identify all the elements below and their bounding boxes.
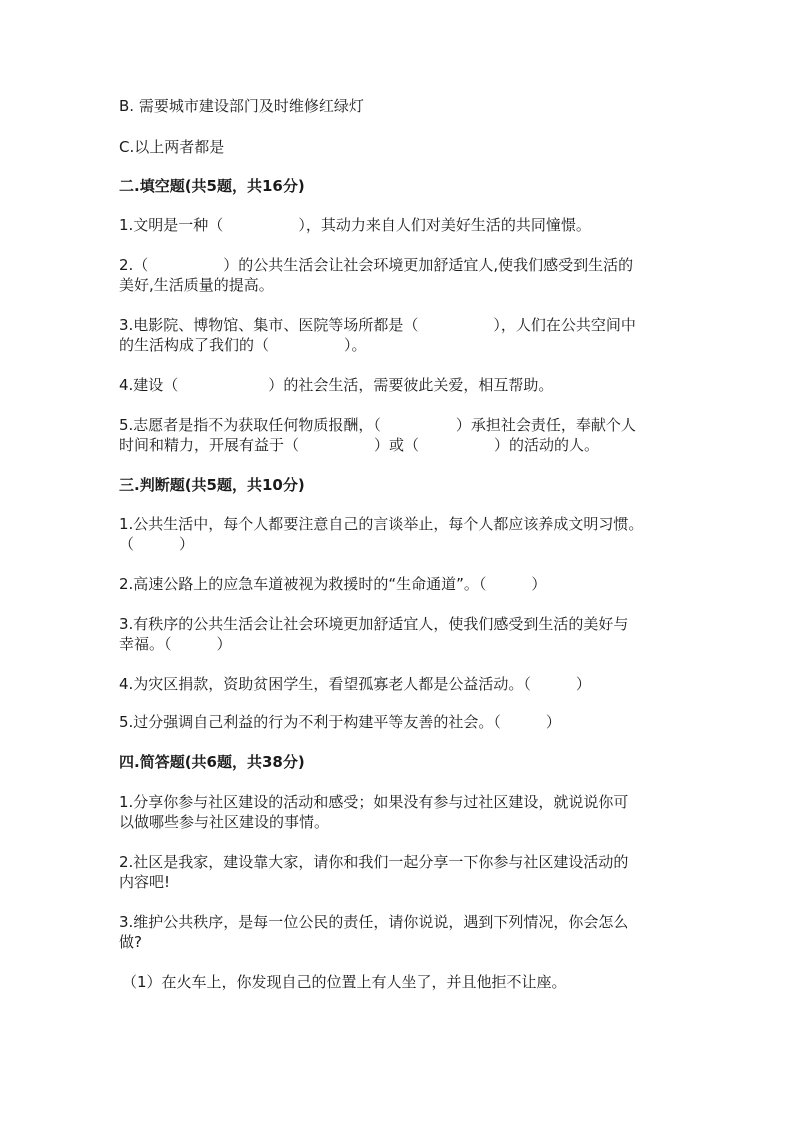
short-answer-question-3-line-2: 做? — [119, 933, 142, 951]
true-false-question-5-line-1: 5.过分强调自己利益的行为不利于构建平等友善的社会。（ ） — [119, 713, 561, 731]
section-true-false-heading: 三.判断题(共5题，共10分) — [119, 476, 305, 494]
section-short-answer-heading: 四.简答题(共6题，共38分) — [119, 753, 305, 771]
choice-option-c: C.以上两者都是 — [119, 138, 225, 156]
section-fill-blank-heading: 二.填空题(共5题，共16分) — [119, 177, 305, 195]
true-false-question-3-line-2: 幸福。（ ） — [119, 635, 232, 653]
fill-blank-question-2-line-2: 美好,生活质量的提高。 — [119, 276, 274, 294]
short-answer-question-1-line-2: 以做哪些参与社区建设的事情。 — [119, 813, 330, 831]
fill-blank-question-5-line-1: 5.志愿者是指不为获取任何物质报酬，（ ）承担社会责任，奉献个人 — [119, 416, 636, 434]
short-answer-question-2-line-2: 内容吧! — [119, 873, 171, 891]
short-answer-question-2-line-1: 2.社区是我家，建设靠大家，请你和我们一起分享一下你参与社区建设活动的 — [119, 853, 629, 871]
fill-blank-question-3-line-1: 3.电影院、博物馆、集市、医院等场所都是（ ），人们在公共空间中 — [119, 316, 636, 334]
true-false-question-1-line-1: 1.公共生活中，每个人都要注意自己的言谈举止，每个人都应该养成文明习惯。 — [119, 515, 644, 533]
choice-option-b: B. 需要城市建设部门及时维修红绿灯 — [119, 97, 364, 115]
short-answer-question-3-line-1: 3.维护公共秩序，是每一位公民的责任，请你说说，遇到下列情况，你会怎么 — [119, 913, 629, 931]
short-answer-question-1-line-1: 1.分享你参与社区建设的活动和感受；如果没有参与过社区建设，就说说你可 — [119, 793, 629, 811]
fill-blank-question-2-line-1: 2.（ ）的公共生活会让社会环境更加舒适宜人,使我们感受到生活的 — [119, 256, 634, 274]
true-false-question-1-line-2: （ ） — [119, 535, 195, 553]
true-false-question-3-line-1: 3.有秩序的公共生活会让社会环境更加舒适宜人，使我们感受到生活的美好与 — [119, 615, 629, 633]
fill-blank-question-4-line-1: 4.建设（ ）的社会生活，需要彼此关爱，相互帮助。 — [119, 376, 554, 394]
fill-blank-question-3-line-2: 的生活构成了我们的（ ）。 — [119, 336, 367, 354]
fill-blank-question-1-line-1: 1.文明是一种（ ），其动力来自人们对美好生活的共同憧憬。 — [119, 216, 591, 234]
true-false-question-4-line-1: 4.为灾区捐款，资助贫困学生，看望孤寡老人都是公益活动。（ ） — [119, 675, 591, 693]
fill-blank-question-5-line-2: 时间和精力，开展有益于（ ）或（ ）的活动的人。 — [119, 436, 600, 454]
short-answer-question-3-sub-1: （1）在火车上，你发现自己的位置上有人坐了，并且他拒不让座。 — [122, 973, 567, 991]
true-false-question-2-line-1: 2.高速公路上的应急车道被视为救援时的“生命通道”。（ ） — [119, 575, 547, 593]
